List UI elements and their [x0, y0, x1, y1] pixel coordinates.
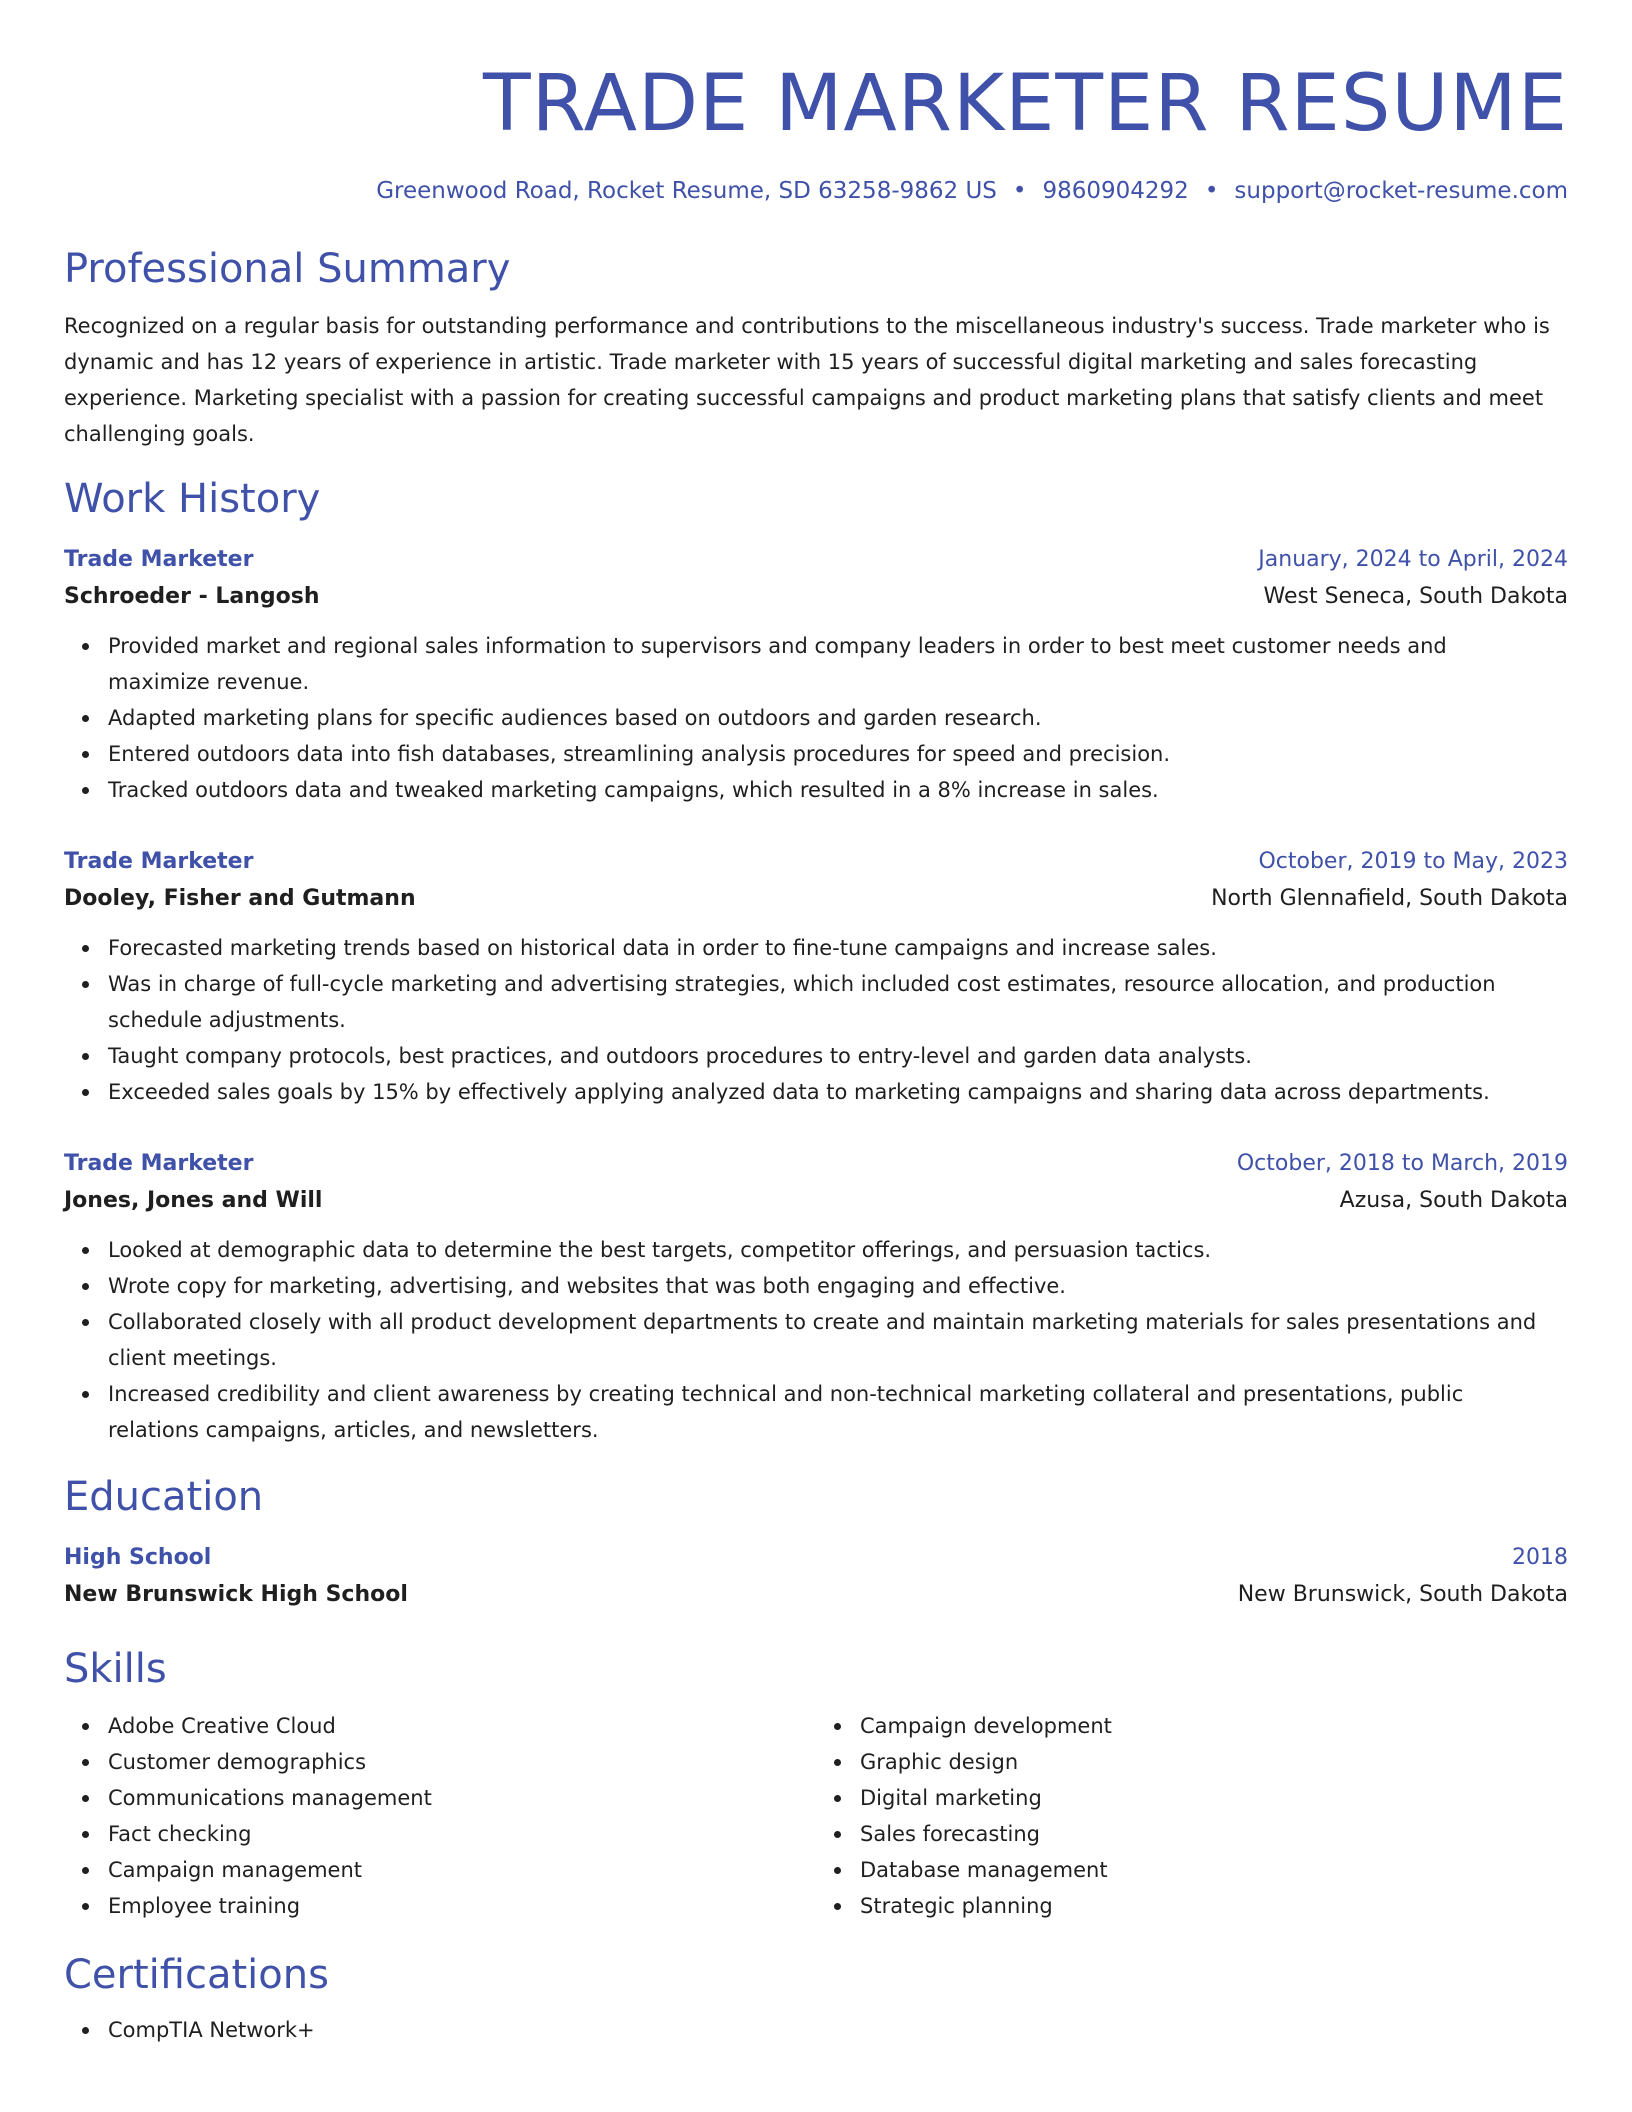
- job-dates: October, 2018 to March, 2019: [1236, 1151, 1568, 1176]
- education-entry: [64, 1540, 1568, 1614]
- job-role: Trade Marketer: [64, 547, 254, 572]
- list-item: Forecasted marketing trends based on historical data in order to fine-tune campaigns and increase sales.: [108, 930, 1568, 966]
- job-bullets: [64, 628, 1568, 808]
- list-item: Looked at demographic data to determine the best targets, competitor offerings, and persuasion tactics.: [108, 1232, 1568, 1268]
- skills-heading: Skills: [64, 1646, 167, 1692]
- skill-item: Communications management: [108, 1780, 816, 1816]
- education-degree: High School: [64, 1545, 212, 1570]
- job-entry: [64, 1146, 1568, 1448]
- contact-separator: •: [1012, 178, 1027, 204]
- education-year: 2018: [1512, 1545, 1568, 1570]
- job-role: Trade Marketer: [64, 1151, 254, 1176]
- job-entry: [64, 844, 1568, 1110]
- job-entry: [64, 542, 1568, 808]
- skill-item: Campaign development: [860, 1708, 1568, 1744]
- job-company: Schroeder - Langosh: [64, 584, 320, 609]
- list-item: Adapted marketing plans for specific audiences based on outdoors and garden research.: [108, 700, 1568, 736]
- skills-column-right: [816, 1708, 1568, 1924]
- job-bullets: [64, 1232, 1568, 1448]
- skill-item: Adobe Creative Cloud: [108, 1708, 816, 1744]
- list-item: Entered outdoors data into fish databases, streamlining analysis procedures for speed and precision.: [108, 736, 1568, 772]
- certifications-list: [64, 2012, 1568, 2048]
- education-school: New Brunswick High School: [64, 1582, 408, 1607]
- skill-item: Fact checking: [108, 1816, 816, 1852]
- job-role: Trade Marketer: [64, 849, 254, 874]
- work-history-heading: Work History: [64, 476, 321, 522]
- job-company: Dooley, Fisher and Gutmann: [64, 886, 416, 911]
- resume-title: TRADE MARKETER RESUME: [482, 59, 1568, 149]
- job-location: North Glennafield, South Dakota: [1211, 886, 1568, 911]
- contact-address: Greenwood Road, Rocket Resume, SD 63258-9862 US: [376, 178, 997, 204]
- summary-heading: Professional Summary: [64, 246, 511, 292]
- contact-line: [64, 176, 1568, 206]
- job-bullets: [64, 930, 1568, 1110]
- list-item: Provided market and regional sales information to supervisors and company leaders in order to best meet customer needs and maximize revenue.: [108, 628, 1568, 700]
- list-item: Was in charge of full-cycle marketing and advertising strategies, which included cost estimates, resource allocation, and production schedule adjustments.: [108, 966, 1568, 1038]
- certifications-heading: Certifications: [64, 1952, 329, 1998]
- job-location: Azusa, South Dakota: [1339, 1188, 1568, 1213]
- skill-item: Customer demographics: [108, 1744, 816, 1780]
- list-item: Collaborated closely with all product development departments to create and maintain marketing materials for sales presentations and client meetings.: [108, 1304, 1568, 1376]
- education-location: New Brunswick, South Dakota: [1237, 1582, 1568, 1607]
- education-heading: Education: [64, 1474, 264, 1520]
- job-location: West Seneca, South Dakota: [1263, 584, 1568, 609]
- certification-item: CompTIA Network+: [108, 2012, 1568, 2048]
- skill-item: Strategic planning: [860, 1888, 1568, 1924]
- job-dates: January, 2024 to April, 2024: [1258, 547, 1568, 572]
- skills-grid: [64, 1708, 1568, 1924]
- list-item: Tracked outdoors data and tweaked marketing campaigns, which resulted in a 8% increase in sales.: [108, 772, 1568, 808]
- contact-phone: 9860904292: [1042, 178, 1189, 204]
- resume-page: [64, 0, 1568, 2048]
- list-item: Increased credibility and client awareness by creating technical and non-technical marketing collateral and presentations, public relations campaigns, articles, and newsletters.: [108, 1376, 1568, 1448]
- list-item: Exceeded sales goals by 15% by effectively applying analyzed data to marketing campaigns and sharing data across departments.: [108, 1074, 1568, 1110]
- job-company: Jones, Jones and Will: [64, 1188, 323, 1213]
- skill-item: Sales forecasting: [860, 1816, 1568, 1852]
- skill-item: Database management: [860, 1852, 1568, 1888]
- contact-email: support@rocket-resume.com: [1234, 178, 1568, 204]
- job-dates: October, 2019 to May, 2023: [1258, 849, 1568, 874]
- list-item: Taught company protocols, best practices, and outdoors procedures to entry-level and garden data analysts.: [108, 1038, 1568, 1074]
- list-item: Wrote copy for marketing, advertising, and websites that was both engaging and effective.: [108, 1268, 1568, 1304]
- summary-text: Recognized on a regular basis for outstanding performance and contributions to the miscellaneous industry's success. Trade marketer who is dynamic and has 12 years of experience in artistic. Trade marketer with 15 years of successful digital marketing and sales forecasting experience. Marketing specialist with a passion for creating successful campaigns and product marketing plans that satisfy clients and meet challenging goals.: [64, 314, 1550, 446]
- skill-item: Employee training: [108, 1888, 816, 1924]
- contact-separator: •: [1204, 178, 1219, 204]
- skills-column-left: [64, 1708, 816, 1924]
- skill-item: Campaign management: [108, 1852, 816, 1888]
- skill-item: Graphic design: [860, 1744, 1568, 1780]
- skill-item: Digital marketing: [860, 1780, 1568, 1816]
